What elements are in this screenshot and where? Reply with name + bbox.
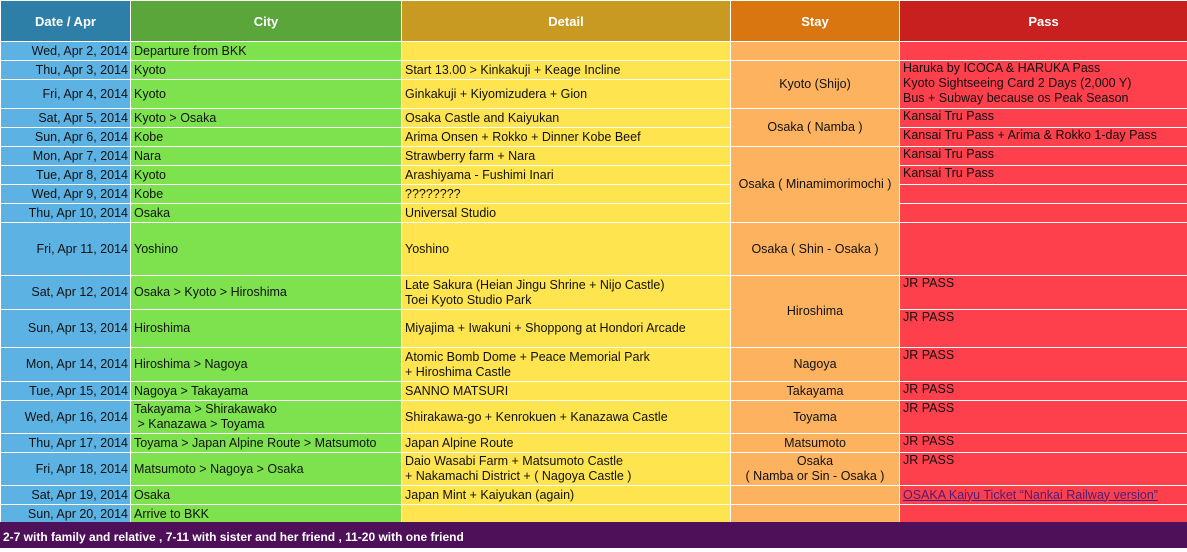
city-line: Takayama > Shirakawako xyxy=(134,402,398,417)
city-cell: Nara xyxy=(131,147,402,166)
city-cell: Arrive to BKK xyxy=(131,505,402,524)
table-row xyxy=(1,128,1187,147)
stay-cell: Osaka ( Namba ) xyxy=(731,109,900,147)
date-cell: Wed, Apr 2, 2014 xyxy=(1,42,131,61)
stay-line: ( Namba or Sin - Osaka ) xyxy=(734,469,896,484)
header-city: City xyxy=(131,1,402,42)
table-row xyxy=(1,185,1187,204)
pass-cell: Kansai Tru Pass xyxy=(900,166,1187,185)
date-cell: Mon, Apr 7, 2014 xyxy=(1,147,131,166)
pass-cell xyxy=(900,486,1187,505)
city-cell: Toyama > Japan Alpine Route > Matsumoto xyxy=(131,434,402,453)
detail-cell: Shirakawa-go + Kenrokuen + Kanazawa Castle xyxy=(402,401,731,434)
detail-line: Late Sakura (Heian Jingu Shrine + Nijo Castle) xyxy=(405,278,727,293)
detail-cell: Miyajima + Iwakuni + Shoppong at Hondori Arcade xyxy=(402,310,731,348)
date-cell: Thu, Apr 10, 2014 xyxy=(1,204,131,223)
table-row xyxy=(1,276,1187,310)
detail-cell xyxy=(402,348,731,382)
date-cell: Sat, Apr 5, 2014 xyxy=(1,109,131,128)
table-row xyxy=(1,382,1187,401)
table-row xyxy=(1,42,1187,61)
stay-cell: Osaka ( Minamimorimochi ) xyxy=(731,147,900,223)
detail-cell: Yoshino xyxy=(402,223,731,276)
city-cell: Kyoto > Osaka xyxy=(131,109,402,128)
detail-cell: Universal Studio xyxy=(402,204,731,223)
city-cell: Yoshino xyxy=(131,223,402,276)
stay-cell xyxy=(731,42,900,61)
detail-cell: Arashiyama - Fushimi Inari xyxy=(402,166,731,185)
detail-cell xyxy=(402,276,731,310)
pass-cell xyxy=(900,185,1187,204)
table-row xyxy=(1,434,1187,453)
detail-cell: ???????? xyxy=(402,185,731,204)
header-stay: Stay xyxy=(731,1,900,42)
pass-cell xyxy=(900,61,1187,109)
header-pass: Pass xyxy=(900,1,1187,42)
detail-line: Atomic Bomb Dome + Peace Memorial Park xyxy=(405,350,727,365)
city-cell: Departure from BKK xyxy=(131,42,402,61)
table-row xyxy=(1,486,1187,505)
date-cell: Tue, Apr 15, 2014 xyxy=(1,382,131,401)
table-row xyxy=(1,61,1187,80)
pass-cell: JR PASS xyxy=(900,348,1187,382)
pass-line: Bus + Subway because os Peak Season xyxy=(903,91,1184,106)
pass-cell xyxy=(900,204,1187,223)
pass-cell: JR PASS xyxy=(900,434,1187,453)
pass-cell: Kansai Tru Pass + Arima & Rokko 1-day Pass xyxy=(900,128,1187,147)
date-cell: Wed, Apr 9, 2014 xyxy=(1,185,131,204)
pass-cell: Kansai Tru Pass xyxy=(900,109,1187,128)
table-row xyxy=(1,310,1187,348)
date-cell: Thu, Apr 3, 2014 xyxy=(1,61,131,80)
header-detail: Detail xyxy=(402,1,731,42)
detail-cell: SANNO MATSURI xyxy=(402,382,731,401)
date-cell: Mon, Apr 14, 2014 xyxy=(1,348,131,382)
detail-cell: Osaka Castle and Kaiyukan xyxy=(402,109,731,128)
pass-cell xyxy=(900,223,1187,276)
city-cell: Hiroshima > Nagoya xyxy=(131,348,402,382)
date-cell: Fri, Apr 18, 2014 xyxy=(1,453,131,486)
pass-cell xyxy=(900,42,1187,61)
stay-cell xyxy=(731,505,900,524)
date-cell: Sat, Apr 19, 2014 xyxy=(1,486,131,505)
detail-cell: Arima Onsen + Rokko + Dinner Kobe Beef xyxy=(402,128,731,147)
city-cell: Osaka > Kyoto > Hiroshima xyxy=(131,276,402,310)
city-cell: Kobe xyxy=(131,128,402,147)
date-cell: Tue, Apr 8, 2014 xyxy=(1,166,131,185)
detail-cell: Strawberry farm + Nara xyxy=(402,147,731,166)
stay-cell: Toyama xyxy=(731,401,900,434)
detail-cell: Japan Mint + Kaiyukan (again) xyxy=(402,486,731,505)
detail-cell xyxy=(402,42,731,61)
city-cell: Matsumoto > Nagoya > Osaka xyxy=(131,453,402,486)
stay-cell: Nagoya xyxy=(731,348,900,382)
date-cell: Sun, Apr 6, 2014 xyxy=(1,128,131,147)
city-cell xyxy=(131,401,402,434)
detail-cell xyxy=(402,453,731,486)
pass-line: Haruka by ICOCA & HARUKA Pass xyxy=(903,61,1184,76)
table-row xyxy=(1,453,1187,486)
table-row xyxy=(1,147,1187,166)
city-cell: Kobe xyxy=(131,185,402,204)
pass-cell: JR PASS xyxy=(900,276,1187,310)
city-cell: Osaka xyxy=(131,486,402,505)
date-cell: Sun, Apr 20, 2014 xyxy=(1,505,131,524)
city-line: > Kanazawa > Toyama xyxy=(134,417,398,432)
table-row xyxy=(1,204,1187,223)
pass-cell: JR PASS xyxy=(900,453,1187,486)
table-row xyxy=(1,348,1187,382)
date-cell: Fri, Apr 4, 2014 xyxy=(1,80,131,109)
date-cell: Fri, Apr 11, 2014 xyxy=(1,223,131,276)
date-cell: Sun, Apr 13, 2014 xyxy=(1,310,131,348)
city-cell: Kyoto xyxy=(131,166,402,185)
detail-cell: Ginkakuji + Kiyomizudera + Gion xyxy=(402,80,731,109)
city-cell: Kyoto xyxy=(131,61,402,80)
date-cell: Sat, Apr 12, 2014 xyxy=(1,276,131,310)
city-cell: Osaka xyxy=(131,204,402,223)
header-date: Date / Apr xyxy=(1,1,131,42)
city-cell: Nagoya > Takayama xyxy=(131,382,402,401)
table-row xyxy=(1,401,1187,434)
table-row xyxy=(1,109,1187,128)
stay-cell: Takayama xyxy=(731,382,900,401)
footer-note: 2-7 with family and relative , 7-11 with sister and her friend , 11-20 with one friend xyxy=(0,522,1187,548)
stay-cell: Kyoto (Shijo) xyxy=(731,61,900,109)
detail-line: + Nakamachi District + ( Nagoya Castle ) xyxy=(405,469,727,484)
detail-line: Toei Kyoto Studio Park xyxy=(405,293,727,308)
stay-cell: Hiroshima xyxy=(731,276,900,348)
pass-cell xyxy=(900,505,1187,524)
stay-cell xyxy=(731,453,900,486)
stay-cell: Matsumoto xyxy=(731,434,900,453)
date-cell: Wed, Apr 16, 2014 xyxy=(1,401,131,434)
detail-line: Daio Wasabi Farm + Matsumoto Castle xyxy=(405,454,727,469)
stay-cell: Osaka ( Shin - Osaka ) xyxy=(731,223,900,276)
detail-line: + Hiroshima Castle xyxy=(405,365,727,380)
pass-cell: JR PASS xyxy=(900,310,1187,348)
stay-line: Osaka xyxy=(734,454,896,469)
pass-cell: JR PASS xyxy=(900,382,1187,401)
table-row xyxy=(1,223,1187,276)
pass-cell: JR PASS xyxy=(900,401,1187,434)
pass-line: Kyoto Sightseeing Card 2 Days (2,000 Y) xyxy=(903,76,1184,91)
pass-cell: Kansai Tru Pass xyxy=(900,147,1187,166)
date-cell: Thu, Apr 17, 2014 xyxy=(1,434,131,453)
header-row xyxy=(1,1,1187,42)
table-row xyxy=(1,166,1187,185)
detail-cell: Japan Alpine Route xyxy=(402,434,731,453)
city-cell: Kyoto xyxy=(131,80,402,109)
detail-cell xyxy=(402,505,731,524)
city-cell: Hiroshima xyxy=(131,310,402,348)
osaka-kaiyu-ticket-link[interactable]: OSAKA Kaiyu Ticket “Nankai Railway version” xyxy=(903,488,1158,502)
stay-cell xyxy=(731,486,900,505)
table-row xyxy=(1,505,1187,524)
detail-cell: Start 13.00 > Kinkakuji + Keage Incline xyxy=(402,61,731,80)
